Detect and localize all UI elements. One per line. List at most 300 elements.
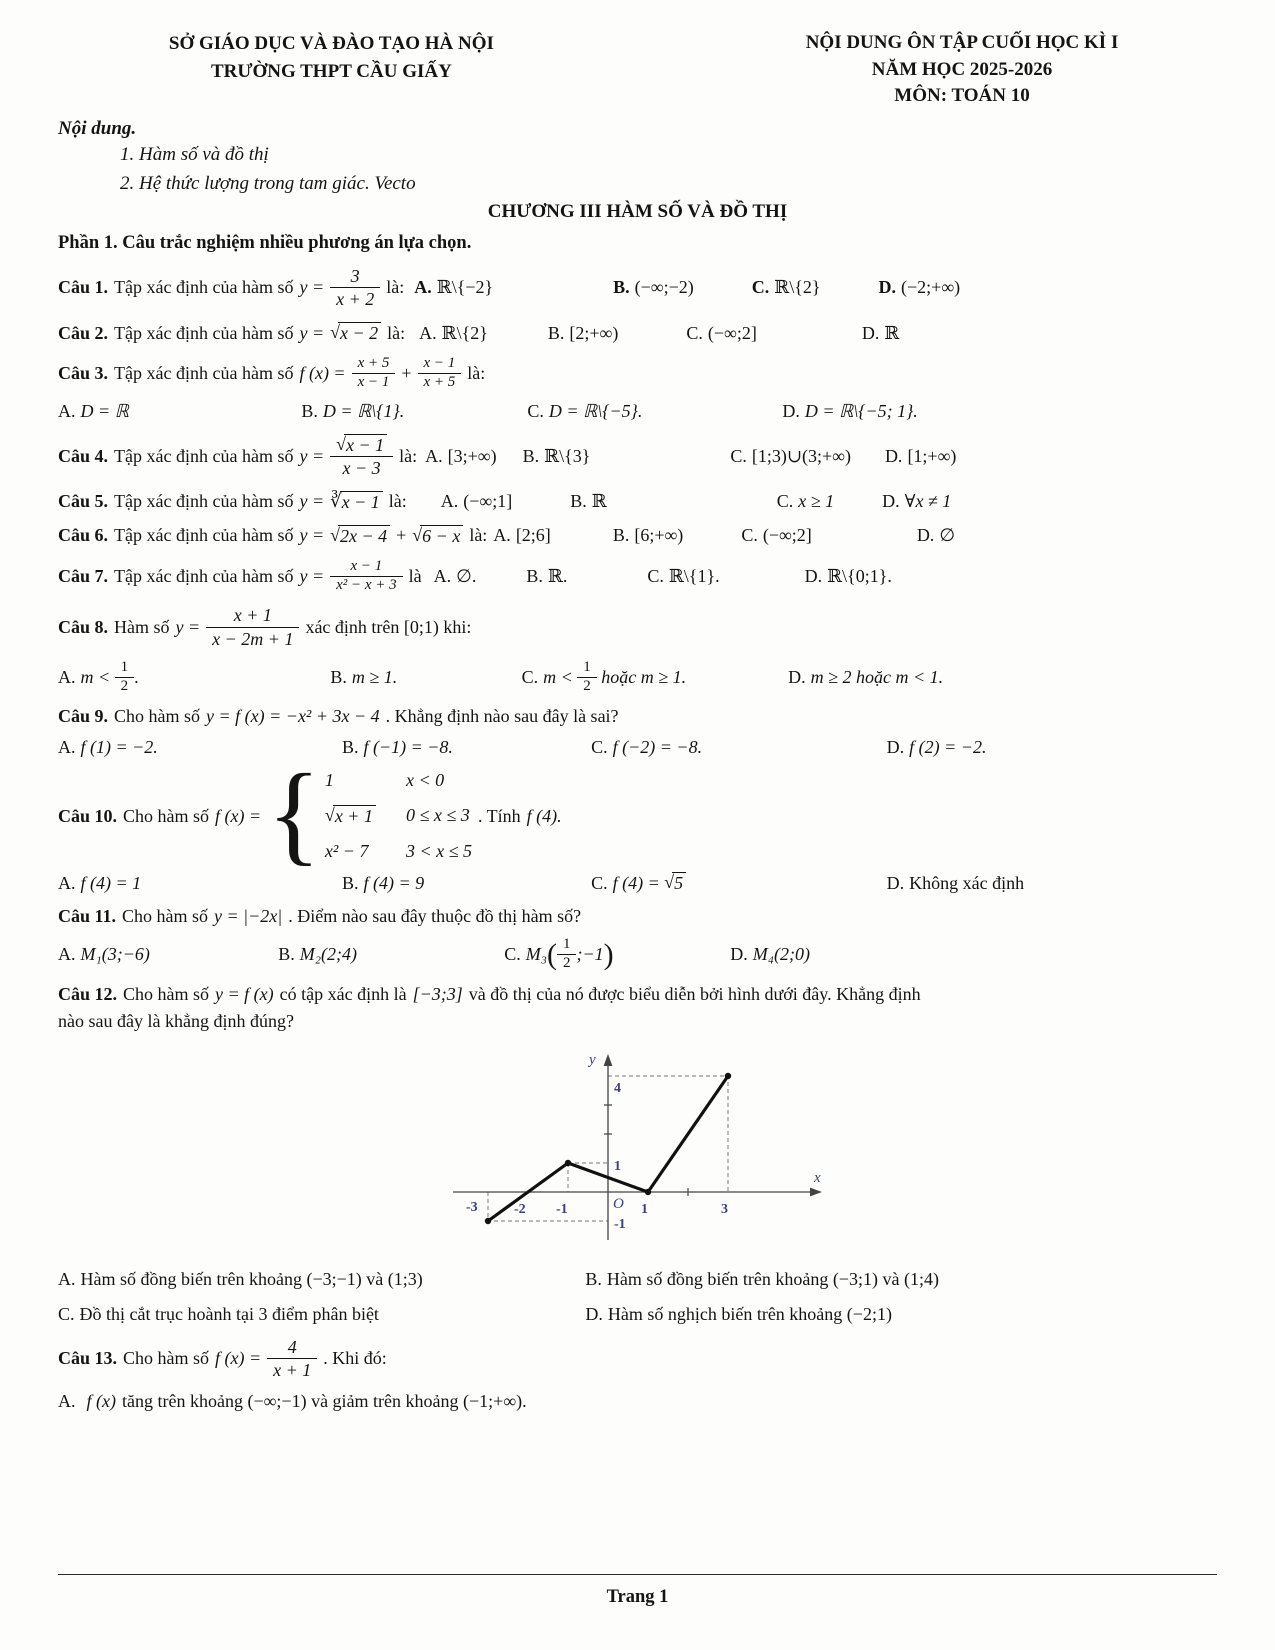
math: f (x) = xyxy=(299,362,346,383)
sqrt xyxy=(330,525,390,547)
question-5 xyxy=(58,491,1217,513)
math: y = xyxy=(299,445,325,466)
option-letter: C. xyxy=(521,666,539,687)
option-value: f (4) = 1 xyxy=(80,872,142,893)
option-c xyxy=(58,1304,585,1325)
math: y = xyxy=(299,565,325,586)
numerator: 1 xyxy=(120,658,129,675)
option-letter: A. xyxy=(425,445,443,466)
q-text: . Khi đó: xyxy=(323,1348,387,1369)
option-b xyxy=(301,401,527,422)
denominator: x + 2 xyxy=(330,287,380,310)
tick-label-x3: 3 xyxy=(720,1201,728,1217)
math: f (4). xyxy=(526,805,562,826)
subject: MÔN: TOÁN 10 xyxy=(894,85,1030,107)
option-letter: C. xyxy=(647,565,664,586)
option-value: ∅ xyxy=(939,525,955,546)
option-d xyxy=(882,491,951,512)
q-text: là xyxy=(408,565,422,586)
sqrt xyxy=(336,434,387,456)
tick-label-y1: 1 xyxy=(613,1158,621,1174)
tick-label-xm1: -1 xyxy=(555,1201,568,1217)
q-text: Tập xác định của hàm số xyxy=(114,445,294,466)
option-letter: A. xyxy=(58,944,76,965)
radicand: 2x − 4 xyxy=(338,525,390,547)
math: y = xyxy=(299,525,325,546)
q-number: Câu 2. xyxy=(58,322,109,343)
question-2 xyxy=(58,322,1217,344)
math: [−3;3] xyxy=(412,983,463,1004)
q-number: Câu 8. xyxy=(58,617,109,638)
numerator: x − 1 xyxy=(350,557,383,574)
sqrt xyxy=(664,872,686,894)
denominator: 2 xyxy=(115,677,135,695)
option-c xyxy=(741,525,812,546)
option-value: D = ℝ\{1}. xyxy=(322,400,405,421)
plus-sign: + xyxy=(401,362,412,383)
option-c xyxy=(686,323,757,344)
exam-title: NỘI DUNG ÔN TẬP CUỐI HỌC KÌ I xyxy=(805,32,1119,53)
option-value: ℝ\{0;1}. xyxy=(827,565,892,586)
origin-label: O xyxy=(612,1195,624,1212)
option-b xyxy=(526,566,567,587)
header xyxy=(58,30,1217,110)
q-text: Cho hàm số xyxy=(123,1348,210,1369)
option-value: f (1) = −2. xyxy=(80,737,158,758)
q-text: Tập xác định của hàm số xyxy=(114,322,294,343)
piecewise-function xyxy=(267,770,472,862)
option-value: ∀x ≠ 1 xyxy=(904,491,952,512)
denominator: 2 xyxy=(557,954,577,972)
option-b xyxy=(342,873,591,894)
question-11 xyxy=(58,906,1217,972)
q-text: là: xyxy=(387,322,406,343)
fraction xyxy=(352,356,396,391)
option-value: m ≥ 1. xyxy=(351,666,398,687)
data-point xyxy=(564,1160,570,1166)
option-a xyxy=(419,323,488,344)
option-letter: C. xyxy=(776,491,794,512)
option-value: D = ℝ\{−5}. xyxy=(548,400,643,421)
option-letter: A. xyxy=(58,737,76,758)
option-b xyxy=(278,944,504,965)
sqrt xyxy=(412,525,463,547)
y-axis-arrow xyxy=(603,1054,612,1066)
math: f (x) xyxy=(86,1391,116,1412)
case-expression xyxy=(325,805,376,827)
option-value: ℝ\{3} xyxy=(544,445,591,466)
option-letter: D. xyxy=(886,872,905,893)
fraction xyxy=(330,559,403,594)
option-letter: A. xyxy=(58,872,76,893)
option-c xyxy=(504,937,730,972)
option-value: f (4) = 9 xyxy=(363,872,425,893)
graph-svg xyxy=(408,1040,868,1255)
option-letter: A. xyxy=(58,666,76,687)
option-value: ;−1 xyxy=(576,944,604,965)
option-letter: B. xyxy=(585,1268,602,1289)
fraction xyxy=(418,356,462,391)
question-8 xyxy=(58,605,1217,694)
option-letter: B. xyxy=(341,737,359,758)
option-letter: B. xyxy=(613,277,630,298)
option-letter: B. xyxy=(547,322,565,343)
sqrt xyxy=(330,322,381,344)
option-d xyxy=(788,667,1217,688)
radicand: 6 − x xyxy=(420,525,463,547)
header-exam xyxy=(707,30,1217,110)
denominator: x − 2m + 1 xyxy=(206,627,299,650)
option-letter: B. xyxy=(278,944,295,965)
option-value: . xyxy=(134,666,139,687)
option-value: ℝ. xyxy=(547,565,568,586)
option-c xyxy=(522,660,789,695)
option-letter: C. xyxy=(58,1303,75,1324)
option-value: Hàm số đồng biến trên khoảng (−3;1) và (1;4) xyxy=(606,1268,939,1289)
cube-root xyxy=(330,491,383,513)
option-value: M₄(2;0) xyxy=(752,944,810,965)
numerator: 1 xyxy=(562,936,571,953)
option-a xyxy=(493,525,551,546)
fraction xyxy=(115,660,135,695)
q-number: Câu 9. xyxy=(58,706,109,727)
option-c xyxy=(591,737,887,758)
data-point xyxy=(724,1073,730,1079)
tick-label-x1: 1 xyxy=(640,1201,648,1217)
option-c xyxy=(647,566,719,587)
q-text: Tập xác định của hàm số xyxy=(114,565,294,586)
q-text: và đồ thị của nó được biểu diễn bởi hình dưới đây. Khẳng định xyxy=(468,983,921,1004)
page-number: Trang 1 xyxy=(606,1587,669,1607)
data-point xyxy=(644,1189,650,1195)
option-b xyxy=(585,1269,1217,1290)
option-letter: A. xyxy=(58,1391,76,1412)
question-12 xyxy=(58,984,1217,1325)
plus-sign: + xyxy=(396,525,407,546)
page-footer xyxy=(58,1574,1217,1608)
option-letter: B. xyxy=(526,565,543,586)
option-a xyxy=(58,660,330,695)
option-letter: D. xyxy=(585,1303,603,1324)
y-axis-label: y xyxy=(588,1051,596,1068)
option-letter: D. xyxy=(861,322,880,343)
option-letter: B. xyxy=(570,491,587,512)
question-6 xyxy=(58,525,1217,547)
option-d xyxy=(782,401,1217,422)
math: y = f (x) xyxy=(215,983,274,1004)
option-a xyxy=(434,566,477,587)
option-b xyxy=(613,277,694,298)
option-value: [6;+∞) xyxy=(634,525,684,546)
option-letter: A. xyxy=(58,400,76,421)
option-d xyxy=(887,737,1217,758)
option-value: hoặc m ≥ 1. xyxy=(601,666,687,687)
option-c xyxy=(591,872,887,894)
option-letter: C. xyxy=(686,322,703,343)
q-text: xác định trên [0;1) khi: xyxy=(305,617,472,638)
question-9 xyxy=(58,706,1217,758)
q-text-line2: nào sau đây là khẳng định đúng? xyxy=(58,1010,294,1031)
q-text: . Tính xyxy=(477,805,521,826)
option-letter: D. xyxy=(804,565,823,586)
option-letter: A. xyxy=(493,525,511,546)
option-d xyxy=(862,323,899,344)
q-text: Tập xác định của hàm số xyxy=(114,277,294,298)
option-letter: C. xyxy=(591,737,608,758)
option-c xyxy=(730,446,851,467)
q-text: Cho hàm số xyxy=(123,805,210,826)
function-graph xyxy=(58,1040,1217,1255)
option-letter: D. xyxy=(882,491,900,512)
option-value: (−∞;−2) xyxy=(634,277,694,298)
department-name: SỞ GIÁO DỤC VÀ ĐÀO TẠO HÀ NỘI xyxy=(168,33,494,54)
content-item-1: 1. Hàm số và đồ thị xyxy=(120,143,269,165)
option-letter: C. xyxy=(730,445,747,466)
option-c xyxy=(527,401,782,422)
q-number: Câu 5. xyxy=(58,491,109,512)
option-letter: D. xyxy=(782,400,800,421)
option-letter: C. xyxy=(751,277,770,298)
option-letter: C. xyxy=(591,872,608,893)
option-value: M₃ xyxy=(525,944,547,965)
q-text: . Khẳng định nào sau đây là sai? xyxy=(385,706,619,727)
option-value: ∅. xyxy=(456,565,477,586)
fraction xyxy=(267,1337,317,1381)
numerator: 4 xyxy=(287,1336,297,1357)
math: f (x) = xyxy=(215,805,262,826)
denominator: x + 1 xyxy=(267,1358,317,1381)
q-text: . Điểm nào sau đây thuộc đồ thị hàm số? xyxy=(288,906,582,927)
case-expression: x² − 7 xyxy=(324,841,369,862)
option-b xyxy=(523,446,591,467)
numerator: x + 1 xyxy=(233,605,272,626)
option-letter: C. xyxy=(504,944,521,965)
q-number: Câu 4. xyxy=(58,445,109,466)
content-item-2: 2. Hệ thức lượng trong tam giác. Vecto xyxy=(120,173,416,195)
math: y = |−2x| xyxy=(214,906,283,927)
math: f (x) = xyxy=(215,1348,262,1369)
denominator: x² − x + 3 xyxy=(330,576,403,594)
denominator: x − 1 xyxy=(352,373,396,391)
option-b xyxy=(613,525,684,546)
option-letter: C. xyxy=(741,525,758,546)
radicand: x − 2 xyxy=(338,322,381,344)
option-letter: A. xyxy=(58,1268,76,1289)
option-value: M₂(2;4) xyxy=(299,944,357,965)
q-text: là: xyxy=(386,277,405,298)
option-letter: D. xyxy=(916,525,935,546)
q-number: Câu 11. xyxy=(58,906,117,927)
x-axis-label: x xyxy=(813,1169,821,1186)
case-expression: { 1 xyxy=(324,770,334,791)
question-13 xyxy=(58,1337,1217,1412)
question-10 xyxy=(58,770,1217,894)
option-value: tăng trên khoảng (−∞;−1) và giảm trên khoảng (−1;+∞). xyxy=(121,1391,527,1412)
option-a xyxy=(58,401,301,422)
option-value: [1;+∞) xyxy=(907,445,957,466)
fraction xyxy=(330,434,393,479)
math: y = xyxy=(299,277,325,298)
option-b xyxy=(330,667,521,688)
option-value: (−∞;2] xyxy=(707,322,757,343)
option-letter: D. xyxy=(788,666,806,687)
option-value: ℝ\{2} xyxy=(441,322,488,343)
option-a xyxy=(425,446,496,467)
question-3 xyxy=(58,356,1217,422)
option-letter: B. xyxy=(612,525,630,546)
q-number: Câu 6. xyxy=(58,525,109,546)
option-value: f (4) = xyxy=(612,872,660,893)
close-paren: ) xyxy=(603,937,614,971)
option-c xyxy=(777,491,834,512)
math: y = xyxy=(299,491,325,512)
q-text: Tập xác định của hàm số xyxy=(114,491,294,512)
option-value: Hàm số nghịch biến trên khoảng (−2;1) xyxy=(607,1303,892,1324)
case-condition: 0 ≤ x ≤ 3 xyxy=(405,805,470,826)
q-text: Tập xác định của hàm số xyxy=(114,362,294,383)
q-text: Cho hàm số xyxy=(122,906,209,927)
option-b xyxy=(548,323,619,344)
part-title: Phần 1. Câu trắc nghiệm nhiều phương án lựa chọn. xyxy=(58,232,472,253)
q-text: là: xyxy=(467,362,486,383)
math: y = xyxy=(299,322,325,343)
numerator xyxy=(330,434,393,457)
option-letter: B. xyxy=(301,400,318,421)
q-text: có tập xác định là xyxy=(279,983,407,1004)
x-axis-arrow xyxy=(810,1187,822,1196)
option-value: (−∞;1] xyxy=(463,491,513,512)
option-value: (−∞;2] xyxy=(762,525,812,546)
math: y = f (x) = −x² + 3x − 4 xyxy=(206,706,380,727)
option-value: x ≥ 1 xyxy=(798,491,835,512)
option-value: Không xác định xyxy=(909,872,1025,893)
option-letter: A. xyxy=(433,565,452,586)
q-number: Câu 12. xyxy=(58,983,118,1004)
case-condition: x < 0 xyxy=(405,770,445,791)
radicand: 5 xyxy=(672,872,686,894)
option-value: [3;+∞) xyxy=(447,445,497,466)
option-value: m < xyxy=(80,666,111,687)
option-value: ℝ xyxy=(591,491,607,512)
q-text: Tập xác định của hàm số xyxy=(114,525,294,546)
option-value: f (2) = −2. xyxy=(909,737,987,758)
option-value: ℝ xyxy=(884,322,900,343)
q-text: Hàm số xyxy=(114,617,170,638)
option-a xyxy=(58,944,278,965)
option-d xyxy=(917,525,955,546)
radicand: x − 1 xyxy=(340,491,383,513)
option-letter: B. xyxy=(341,872,359,893)
school-name: TRƯỜNG THPT CẦU GIẤY xyxy=(210,60,452,82)
option-value: Hàm số đồng biến trên khoảng (−3;−1) và (1;3) xyxy=(80,1268,423,1289)
tick-label-xm2: -2 xyxy=(513,1201,526,1217)
option-letter: D. xyxy=(884,445,903,466)
option-value: m < xyxy=(543,666,573,687)
option-value: [2;+∞) xyxy=(569,322,619,343)
content-label: Nội dung. xyxy=(58,117,137,139)
question-7 xyxy=(58,559,1217,594)
q-text: Cho hàm số xyxy=(123,983,210,1004)
q-number: Câu 7. xyxy=(58,565,109,586)
option-a xyxy=(441,491,512,512)
option-c xyxy=(752,277,821,298)
option-d xyxy=(585,1304,1217,1325)
numerator: 1 xyxy=(583,658,591,675)
header-school xyxy=(88,30,575,85)
option-a xyxy=(58,1269,585,1290)
option-value: D = ℝ xyxy=(80,400,129,421)
radicand: x + 1 xyxy=(333,805,376,827)
option-value: ℝ\{1}. xyxy=(668,565,720,586)
option-d xyxy=(730,944,1217,965)
denominator: x − 3 xyxy=(330,456,393,479)
q-text: là: xyxy=(388,491,407,512)
option-letter: B. xyxy=(330,666,347,687)
fraction xyxy=(206,605,299,649)
fraction xyxy=(330,266,380,310)
option-value: f (−2) = −8. xyxy=(612,737,703,758)
sqrt xyxy=(325,805,376,827)
numerator: 3 xyxy=(350,265,360,286)
tick-label-y4: 4 xyxy=(613,1080,621,1096)
fraction xyxy=(557,937,577,972)
q-number: Câu 3. xyxy=(58,362,109,383)
option-d xyxy=(885,446,956,467)
option-value: [2;6] xyxy=(515,525,551,546)
option-value: ℝ\{2} xyxy=(774,277,821,298)
option-letter: B. xyxy=(522,445,540,466)
option-value: Đồ thị cắt trục hoành tại 3 điểm phân biệt xyxy=(79,1303,379,1324)
option-d xyxy=(879,277,961,298)
option-letter: D. xyxy=(730,944,748,965)
open-paren: ( xyxy=(546,937,557,971)
question-1 xyxy=(58,266,1217,310)
option-value: f (−1) = −8. xyxy=(363,737,453,758)
option-value: [1;3)∪(3;+∞) xyxy=(751,445,851,466)
tick-label-xm3: -3 xyxy=(465,1199,478,1215)
chapter-title: CHƯƠNG III HÀM SỐ VÀ ĐỒ THỊ xyxy=(487,200,788,222)
option-b xyxy=(570,491,606,512)
q-number: Câu 13. xyxy=(58,1348,118,1369)
radicand: x − 1 xyxy=(344,434,387,456)
q-text: Cho hàm số xyxy=(114,706,201,727)
numerator: x − 1 xyxy=(423,355,456,372)
denominator: 2 xyxy=(577,677,597,695)
numerator: x + 5 xyxy=(357,355,390,372)
fraction xyxy=(577,660,597,695)
option-value: D = ℝ\{−5; 1}. xyxy=(804,400,918,421)
data-point xyxy=(484,1218,490,1224)
option-value: M₁(3;−6) xyxy=(80,944,150,965)
option-letter: A. xyxy=(414,277,432,298)
q-number: Câu 10. xyxy=(58,805,118,826)
math: y = xyxy=(175,617,201,638)
option-b xyxy=(342,737,591,758)
option-letter: A. xyxy=(419,322,437,343)
tick-label-ym1: -1 xyxy=(613,1216,626,1232)
option-value: (−2;+∞) xyxy=(901,277,961,298)
school-year: NĂM HỌC 2025-2026 xyxy=(871,58,1053,80)
q-number: Câu 1. xyxy=(58,277,109,298)
case-condition: 3 < x ≤ 5 xyxy=(405,841,472,862)
question-4 xyxy=(58,434,1217,479)
q-text: là: xyxy=(469,525,488,546)
option-d xyxy=(887,873,1217,894)
option-letter: D. xyxy=(886,737,905,758)
option-letter: D. xyxy=(878,277,897,298)
option-d xyxy=(805,566,892,587)
option-value: m ≥ 2 hoặc m < 1. xyxy=(810,666,944,687)
